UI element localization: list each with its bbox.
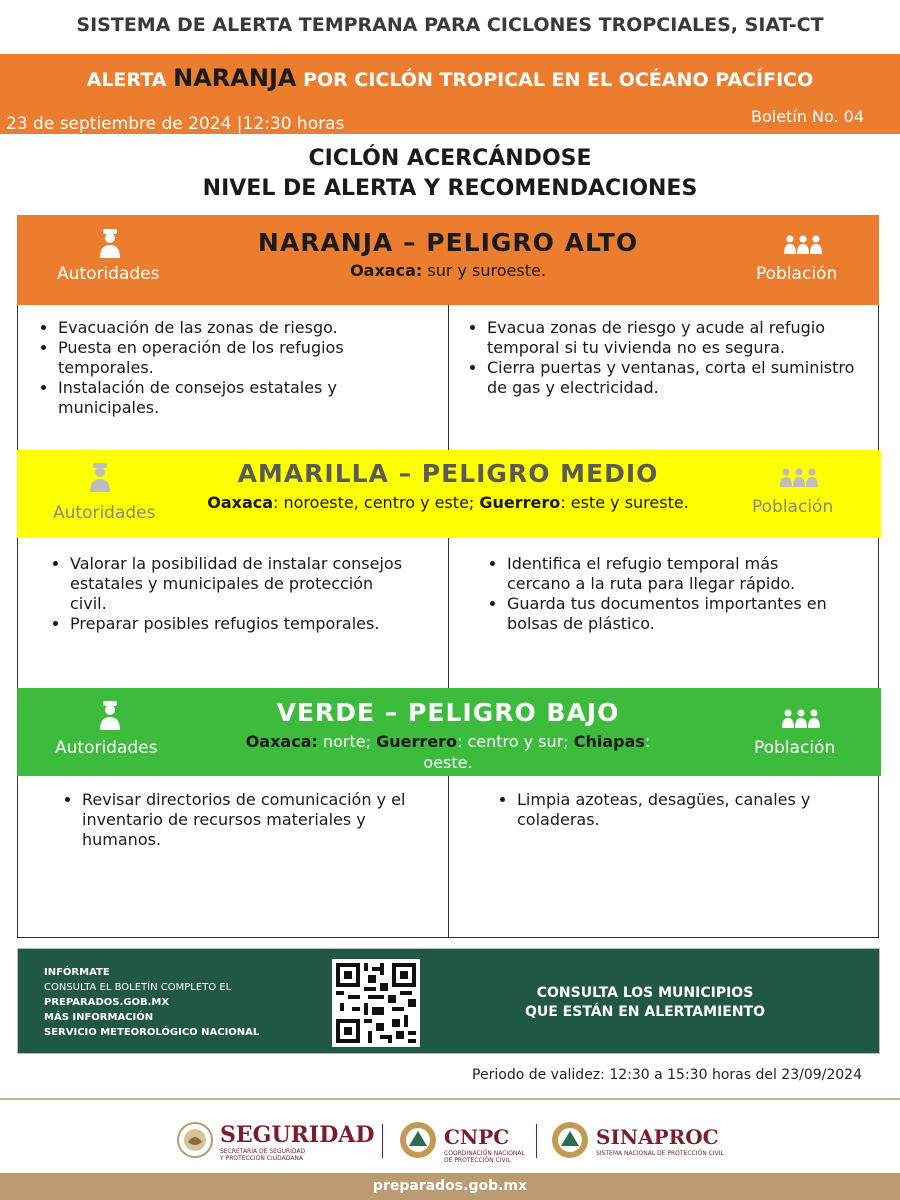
orange-authorities-list	[34, 318, 404, 418]
sinaproc-text: SINAPROC	[596, 1125, 719, 1149]
list-item: • Valorar la posibilidad de instalar consejos estatales y municipales de protección civil.	[70, 554, 406, 614]
green-authorities-list	[58, 790, 418, 850]
informate-label: INFÓRMATE	[44, 967, 110, 978]
region-state: Oaxaca:	[350, 261, 423, 280]
column-divider	[448, 305, 449, 938]
consulta-line1: CONSULTA LOS MUNICIPIOS	[536, 985, 754, 1001]
region-state: Oaxaca:	[245, 732, 318, 751]
smn-label: SERVICIO METEOROLÓGICO NACIONAL	[44, 1027, 260, 1038]
seguridad-sub2: Y PROTECCIÓN CIUDADANA	[220, 1155, 303, 1162]
list-item: • Guarda tus documentos importantes en bolsas de plástico.	[507, 594, 843, 634]
validity-period: Periodo de validez: 12:30 a 15:30 horas del 23/09/2024	[472, 1067, 862, 1083]
authority-icon	[88, 462, 112, 492]
region-text: : este y sureste.	[560, 493, 689, 512]
info-text	[44, 965, 259, 1040]
region-state: Chiapas	[573, 732, 645, 751]
region-state: Guerrero	[376, 732, 457, 751]
list-item: • Limpia azoteas, desagües, canales y coladeras.	[517, 790, 843, 830]
yellow-population-list	[483, 554, 843, 634]
authority-icon	[98, 700, 122, 730]
list-item: • Cierra puertas y ventanas, corta el suministro de gas y electricidad.	[487, 358, 873, 398]
seal-icon	[176, 1118, 214, 1166]
region-text: :	[644, 732, 651, 751]
sinaproc-sub: SISTEMA NACIONAL DE PROTECCIÓN CIVIL	[596, 1150, 724, 1157]
orange-population-list	[463, 318, 873, 398]
region-text: sur y suroeste.	[422, 261, 546, 280]
alert-prefix: ALERTA	[86, 69, 167, 91]
green-population-label: Población	[754, 738, 836, 758]
cnpc-sub	[444, 1150, 525, 1164]
region-text: oeste.	[423, 753, 473, 772]
region-state: Guerrero	[479, 493, 561, 512]
alert-suffix: POR CICLÓN TROPICAL EN EL OCÉANO PACÍFICO	[303, 69, 814, 91]
seguridad-sub1: SECRETARÍA DE SEGURIDAD	[220, 1148, 306, 1155]
seguridad-text: SEGURIDAD	[220, 1122, 375, 1148]
green-level-title: VERDE – PELIGRO BAJO	[276, 698, 620, 727]
yellow-population-label: Población	[752, 497, 834, 517]
qr-code[interactable]	[332, 959, 420, 1047]
population-icon	[783, 234, 823, 254]
logo-divider	[382, 1124, 383, 1158]
orange-level-title: NARANJA – PELIGRO ALTO	[257, 228, 639, 257]
heading-line2: NIVEL DE ALERTA Y RECOMENDACIONES	[202, 176, 698, 201]
heading-line1: CICLÓN ACERCÁNDOSE	[308, 146, 592, 171]
site-link[interactable]: PREPARADOS.GOB.MX	[44, 997, 170, 1008]
list-item: • Evacuación de las zonas de riesgo.	[58, 318, 404, 338]
seguridad-sub	[220, 1148, 305, 1162]
site-url[interactable]: preparados.gob.mx	[372, 1178, 528, 1194]
alert-color-word: NARANJA	[173, 64, 297, 92]
region-text: norte;	[317, 732, 377, 751]
consulta-municipios	[500, 984, 790, 1022]
consulta-line: CONSULTA EL BOLETÍN COMPLETO EL	[44, 982, 232, 993]
list-item: • Puesta en operación de los refugios temporales.	[58, 338, 404, 378]
region-text: : noroeste, centro y este;	[273, 493, 480, 512]
cnpc-sub1: COORDINACIÓN NACIONAL	[444, 1150, 525, 1157]
green-population-list	[493, 790, 843, 830]
orange-authorities-label: Autoridades	[57, 264, 160, 284]
sinaproc-emblem-icon	[550, 1120, 590, 1164]
bulletin-date: 23 de septiembre de 2024 |12:30 horas	[6, 114, 345, 134]
consulta-line2: QUE ESTÁN EN ALERTAMIENTO	[524, 1004, 766, 1020]
list-item: • Revisar directorios de comunicación y el inventario de recursos materiales y humanos.	[82, 790, 418, 850]
system-title: SISTEMA DE ALERTA TEMPRANA PARA CICLONES TROPCIALES, SIAT-CT	[76, 14, 824, 36]
green-authorities-label: Autoridades	[55, 738, 158, 758]
logo-divider	[536, 1124, 537, 1158]
region-state: Oaxaca	[207, 493, 274, 512]
cnpc-sub2: DE PROTECCIÓN CIVIL	[444, 1157, 511, 1164]
alert-title	[0, 64, 900, 92]
authority-icon	[98, 228, 122, 258]
yellow-authorities-list	[46, 554, 406, 634]
yellow-authorities-label: Autoridades	[53, 503, 156, 523]
cnpc-emblem-icon	[398, 1120, 438, 1164]
orange-population-label: Población	[756, 264, 838, 284]
region-text: : centro y sur;	[456, 732, 574, 751]
list-item: • Instalación de consejos estatales y municipales.	[58, 378, 404, 418]
divider	[0, 1098, 900, 1100]
mas-info-label: MÁS INFORMACIÓN	[44, 1012, 154, 1023]
list-item: • Identifica el refugio temporal más cercano a la ruta para llegar rápido.	[507, 554, 843, 594]
list-item: • Preparar posibles refugios temporales.	[70, 614, 406, 634]
bulletin-number: Boletín No. 04	[750, 107, 864, 126]
population-icon	[779, 467, 819, 487]
population-icon	[781, 708, 821, 728]
cnpc-text: CNPC	[444, 1125, 510, 1149]
yellow-level-title: AMARILLA – PELIGRO MEDIO	[237, 459, 659, 488]
list-item: • Evacua zonas de riesgo y acude al refugio temporal si tu vivienda no es segura.	[487, 318, 873, 358]
